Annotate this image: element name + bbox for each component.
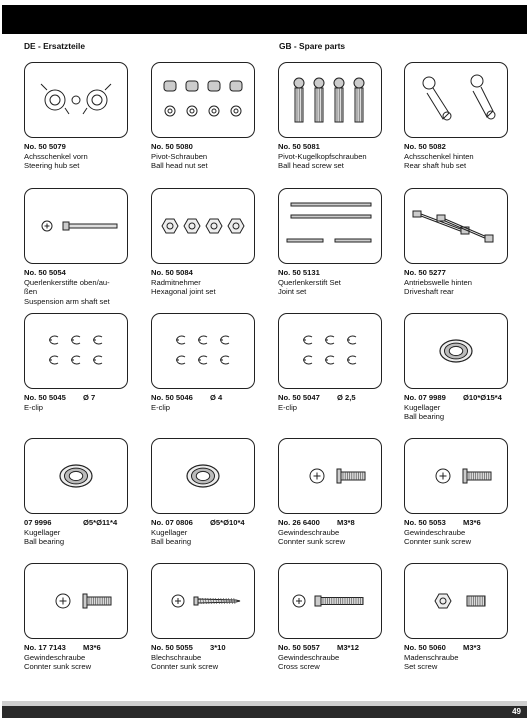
part-number: No. 50 5082 [404, 142, 446, 151]
header-de: DE - Ersatzteile [24, 41, 85, 51]
part-name-de: Antriebswelle hinten [404, 277, 472, 287]
part-text [151, 393, 271, 412]
part-number: No. 17 7143 [24, 643, 66, 652]
part-name-de: Radmitnehmer [151, 277, 201, 287]
set-screw-icon [405, 564, 507, 638]
part-text [278, 393, 398, 412]
suspension-pin-icon [25, 189, 127, 263]
part-spec: Ø 4 [210, 393, 223, 402]
e-clip-icon [25, 314, 127, 388]
ball-head-nut-icon [152, 63, 254, 137]
part-number: No. 50 5080 [151, 142, 193, 151]
part-name-de: Gewindeschraube [278, 652, 340, 662]
part-name-de: Achsschenkel vorn [24, 151, 88, 161]
part-image [24, 563, 128, 639]
part-number: No. 50 5084 [151, 268, 193, 277]
part-name-en: Hexagonal joint set [151, 287, 216, 297]
part-number: No. 50 5055 [151, 643, 193, 652]
part-image [404, 62, 508, 138]
sheet-metal-screw-icon [152, 564, 254, 638]
part-name-de: Gewindeschraube [404, 527, 466, 537]
hex-joint-icon [152, 189, 254, 263]
part-name-de: ßen [24, 287, 38, 297]
part-image [151, 563, 255, 639]
part-name-en: Joint set [278, 287, 307, 297]
part-text [24, 142, 144, 171]
part-number: No. 50 5053 [404, 518, 446, 527]
part-spec: Ø5*Ø10*4 [210, 518, 245, 527]
part-name-en: Ball bearing [404, 412, 445, 422]
part-text [404, 518, 524, 547]
part-text [24, 268, 144, 306]
part-name-de: Blechschraube [151, 652, 202, 662]
part-name-en: Ball head screw set [278, 161, 344, 171]
part-text [24, 393, 144, 412]
part-image [278, 438, 382, 514]
part-image [151, 62, 255, 138]
part-name-de: Kugellager [24, 527, 61, 537]
ball-bearing-icon [25, 439, 127, 513]
part-image [151, 313, 255, 389]
part-name-de: Gewindeschraube [278, 527, 340, 537]
part-number: No. 50 5079 [24, 142, 66, 151]
part-name-en: Ball bearing [24, 537, 65, 547]
countersunk-screw-icon [25, 564, 127, 638]
part-spec: M3*8 [337, 518, 355, 527]
countersunk-screw-icon [405, 439, 507, 513]
part-name-de: Kugellager [151, 527, 188, 537]
footer-bar [2, 706, 527, 718]
part-number: No. 50 5054 [24, 268, 66, 277]
part-text [278, 518, 398, 547]
joint-pin-icon [279, 189, 381, 263]
rear-hub-icon [405, 63, 507, 137]
part-text [404, 643, 524, 672]
part-name-de: Querlenkerstifte oben/au- [24, 277, 110, 287]
part-image [278, 313, 382, 389]
part-name-de: E-clip [278, 402, 297, 412]
e-clip-icon [279, 314, 381, 388]
part-name-de: Kugellager [404, 402, 441, 412]
part-number: No. 50 5047 [278, 393, 320, 402]
ball-bearing-icon [405, 314, 507, 388]
part-spec: M3*12 [337, 643, 359, 652]
e-clip-icon [152, 314, 254, 388]
part-spec: Ø 7 [83, 393, 96, 402]
part-text [151, 643, 271, 672]
driveshaft-icon [405, 189, 507, 263]
header-bar [2, 5, 527, 34]
part-text [278, 142, 398, 171]
part-number: No. 07 0806 [151, 518, 193, 527]
part-name-de: Gewindeschraube [24, 652, 86, 662]
part-image [24, 313, 128, 389]
part-name-de: E-clip [24, 402, 43, 412]
part-name-en: Ball head nut set [151, 161, 208, 171]
part-number: No. 50 5131 [278, 268, 320, 277]
part-spec: M3*6 [83, 643, 101, 652]
part-name-de: Pivot-Schrauben [151, 151, 208, 161]
part-name-en: Connter sunk screw [24, 662, 92, 672]
countersunk-screw-icon [279, 439, 381, 513]
part-name-en: Connter sunk screw [151, 662, 219, 672]
part-name-en: Connter sunk screw [404, 537, 472, 547]
part-image [404, 563, 508, 639]
cross-screw-icon [279, 564, 381, 638]
part-number: No. 50 5057 [278, 643, 320, 652]
part-number: No. 07 9989 [404, 393, 446, 402]
part-name-de: Achsschenkel hinten [404, 151, 474, 161]
part-text [151, 268, 271, 297]
part-name-de: Madenschraube [404, 652, 459, 662]
part-image [24, 188, 128, 264]
part-number: No. 50 5060 [404, 643, 446, 652]
part-text [278, 268, 398, 297]
part-number: No. 50 5046 [151, 393, 193, 402]
part-image [151, 188, 255, 264]
page-number: 49 [512, 707, 521, 716]
part-image [404, 313, 508, 389]
part-spec: M3*6 [463, 518, 481, 527]
header-gb: GB - Spare parts [279, 41, 346, 51]
part-name-en: Ball bearing [151, 537, 192, 547]
steering-hub-icon [25, 63, 127, 137]
part-name-de: Pivot-Kugelkopfschrauben [278, 151, 367, 161]
part-number: No. 26 6400 [278, 518, 320, 527]
part-image [404, 438, 508, 514]
part-name-en: Driveshaft rear [404, 287, 454, 297]
part-text [24, 518, 144, 547]
part-spec: Ø 2,5 [337, 393, 356, 402]
part-number: 07 9996 [24, 518, 52, 527]
part-image [151, 438, 255, 514]
ball-bearing-icon [152, 439, 254, 513]
part-name-en: Cross screw [278, 662, 320, 672]
part-text [151, 518, 271, 547]
part-image [404, 188, 508, 264]
part-spec: M3*3 [463, 643, 481, 652]
part-spec: Ø5*Ø11*4 [83, 518, 118, 527]
part-name-en: Connter sunk screw [278, 537, 346, 547]
part-name-en: Set screw [404, 662, 438, 672]
part-text [404, 142, 524, 171]
part-number: No. 50 5277 [404, 268, 446, 277]
part-name-en: Suspension arm shaft set [24, 296, 110, 306]
part-text [24, 643, 144, 672]
part-text [404, 393, 524, 422]
ball-head-screw-icon [279, 63, 381, 137]
part-name-de: E-clip [151, 402, 170, 412]
part-image [278, 62, 382, 138]
part-image [278, 563, 382, 639]
part-number: No. 50 5045 [24, 393, 66, 402]
part-spec: 3*10 [210, 643, 226, 652]
part-text [404, 268, 524, 297]
part-image [24, 438, 128, 514]
part-name-en: Steering hub set [24, 161, 80, 171]
part-number: No. 50 5081 [278, 142, 320, 151]
part-name-de: Querlenkerstift Set [278, 277, 341, 287]
part-text [151, 142, 271, 171]
part-spec: Ø10*Ø15*4 [463, 393, 502, 402]
part-image [278, 188, 382, 264]
part-image [24, 62, 128, 138]
part-text [278, 643, 398, 672]
part-name-en: Rear shaft hub set [404, 161, 467, 171]
